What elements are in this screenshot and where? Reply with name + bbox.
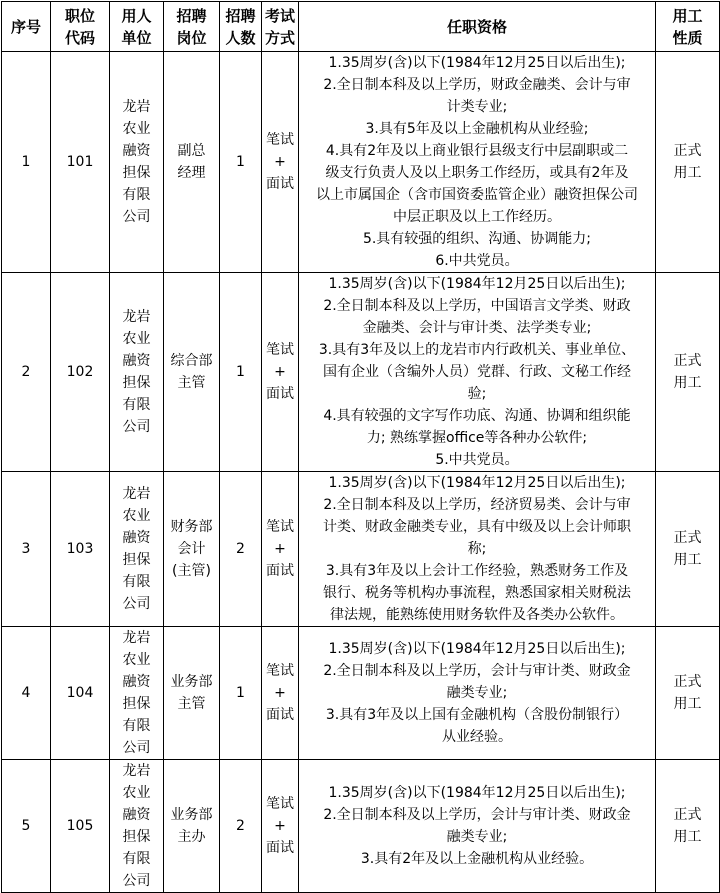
header-req: 任职资格: [299, 2, 656, 52]
cell-post: 综合部 主管: [164, 273, 220, 472]
cell-unit: 龙岩 农业 融资 担保 有限 公司: [110, 273, 164, 472]
table-row: [2, 760, 720, 893]
cell-post: 业务部 主管: [164, 627, 220, 760]
header-code: 职位 代码: [51, 2, 110, 52]
cell-exam: 笔试 + 面试: [262, 472, 299, 627]
cell-count: 1: [220, 627, 262, 760]
cell-nature: 正式 用工: [656, 472, 720, 627]
cell-exam: 笔试 + 面试: [262, 273, 299, 472]
cell-unit: 龙岩 农业 融资 担保 有限 公司: [110, 627, 164, 760]
cell-requirements: 1.35周岁(含)以下(1984年12月25日以后出生); 2.全日制本科及以上学历，经济贸易类、会计与审 计类、财政金融类专业，具有中级及以上会计师职 称; 3.具有3年及以上会计工作经验，熟悉财务工作及 银行、税务等机构办事流程，熟悉国家相关财税法 律法规，能熟练使用财务软件及各类办公软件。: [299, 472, 656, 627]
table-row: [2, 627, 720, 760]
cell-seq: 4: [2, 627, 51, 760]
header-unit: 用人 单位: [110, 2, 164, 52]
cell-unit: 龙岩 农业 融资 担保 有限 公司: [110, 472, 164, 627]
cell-code: 105: [51, 760, 110, 893]
cell-count: 2: [220, 472, 262, 627]
cell-seq: 1: [2, 52, 51, 273]
header-seq: 序号: [2, 2, 51, 52]
cell-nature: 正式 用工: [656, 273, 720, 472]
cell-post: 副总 经理: [164, 52, 220, 273]
cell-nature: 正式 用工: [656, 52, 720, 273]
cell-unit: 龙岩 农业 融资 担保 有限 公司: [110, 760, 164, 893]
header-row: [2, 2, 720, 52]
cell-requirements: 1.35周岁(含)以下(1984年12月25日以后出生); 2.全日制本科及以上学历，财政金融类、会计与审 计类专业; 3.具有5年及以上金融机构从业经验; 4.具有2年及以上商业银行县级支行中层副职或二 级支行负责人及以上职务工作经历，或具有2年及 以上市属国企（含市国资委监管企业）融资担保公司 中层正职及以上工作经历。 5.具有较强的组织、沟通、协调能力; 6.中共党员。: [299, 52, 656, 273]
cell-requirements: 1.35周岁(含)以下(1984年12月25日以后出生); 2.全日制本科及以上学历，中国语言文学类、财政 金融类、会计与审计类、法学类专业; 3.具有3年及以上的龙岩市内行政机关、事业单位、 国有企业（含编外人员）党群、行政、文秘工作经 验; 4.具有较强的文字写作功底、沟通、协调和组织能 力; 熟练掌握office等各种办公软件; 5.中共党员。: [299, 273, 656, 472]
cell-unit: 龙岩 农业 融资 担保 有限 公司: [110, 52, 164, 273]
cell-requirements: 1.35周岁(含)以下(1984年12月25日以后出生); 2.全日制本科及以上学历，会计与审计类、财政金 融类专业; 3.具有3年及以上国有金融机构（含股份制银行） 从业经验。: [299, 627, 656, 760]
cell-count: 1: [220, 273, 262, 472]
cell-code: 101: [51, 52, 110, 273]
table-row: [2, 52, 720, 273]
cell-nature: 正式 用工: [656, 760, 720, 893]
cell-nature: 正式 用工: [656, 627, 720, 760]
header-count: 招聘 人数: [220, 2, 262, 52]
cell-code: 102: [51, 273, 110, 472]
cell-count: 2: [220, 760, 262, 893]
header-exam: 考试 方式: [262, 2, 299, 52]
header-post: 招聘 岗位: [164, 2, 220, 52]
table-row: [2, 273, 720, 472]
cell-exam: 笔试 + 面试: [262, 627, 299, 760]
cell-requirements: 1.35周岁(含)以下(1984年12月25日以后出生); 2.全日制本科及以上学历，会计与审计类、财政金 融类专业; 3.具有2年及以上金融机构从业经验。: [299, 760, 656, 893]
cell-exam: 笔试 + 面试: [262, 52, 299, 273]
cell-count: 1: [220, 52, 262, 273]
recruitment-table: [1, 1, 720, 893]
table-row: [2, 472, 720, 627]
cell-code: 104: [51, 627, 110, 760]
cell-seq: 5: [2, 760, 51, 893]
cell-seq: 3: [2, 472, 51, 627]
cell-post: 财务部 会计 (主管): [164, 472, 220, 627]
cell-exam: 笔试 + 面试: [262, 760, 299, 893]
cell-seq: 2: [2, 273, 51, 472]
cell-code: 103: [51, 472, 110, 627]
header-nature: 用工 性质: [656, 2, 720, 52]
cell-post: 业务部 主办: [164, 760, 220, 893]
